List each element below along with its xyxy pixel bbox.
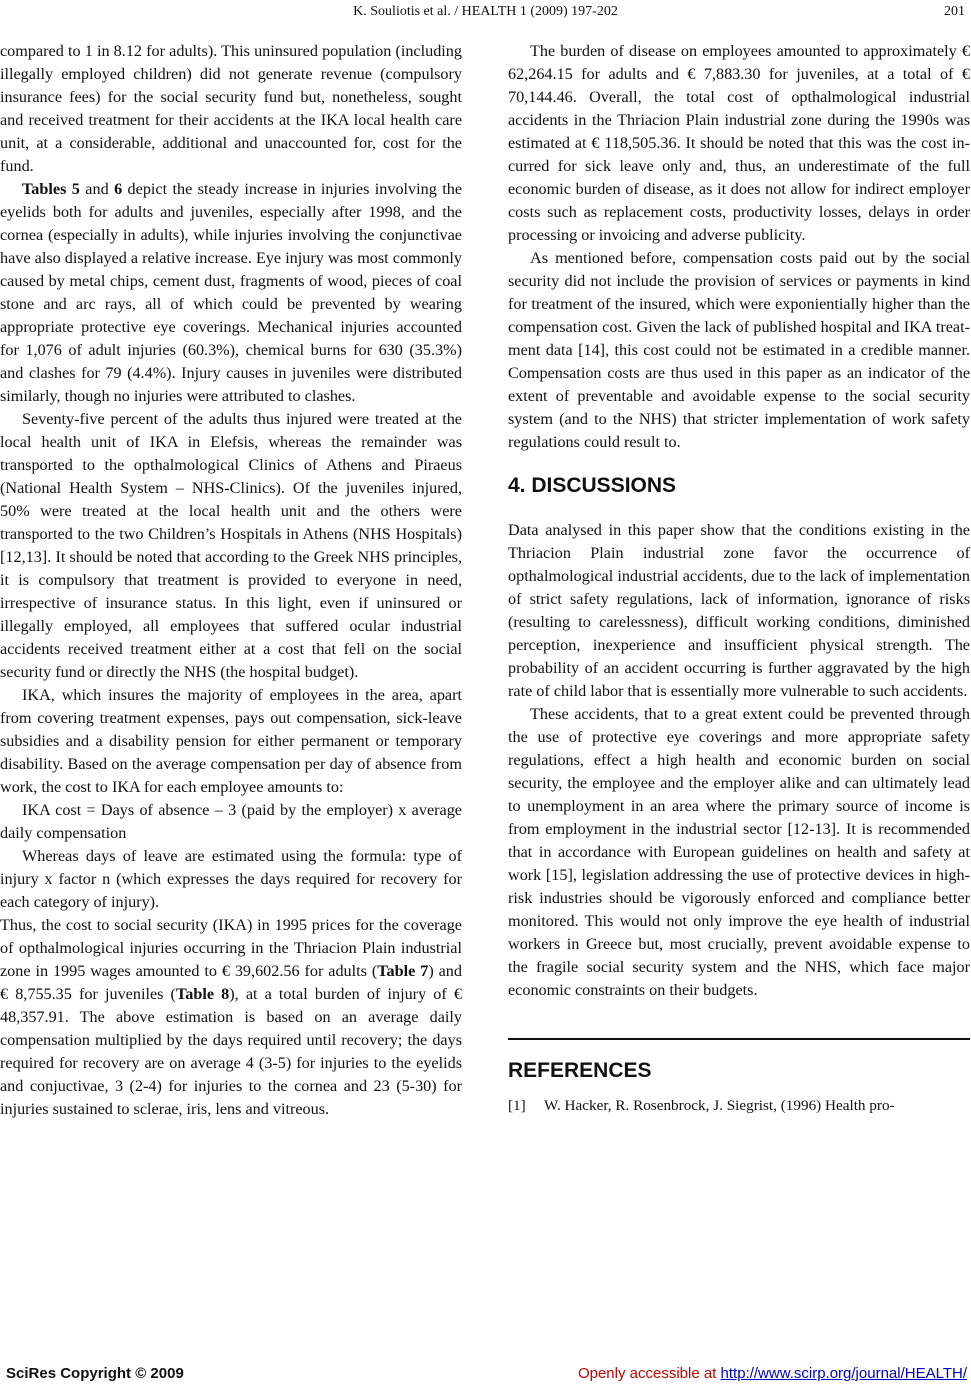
open-access-notice	[578, 1364, 967, 1384]
section-heading-references: REFERENCES	[508, 1059, 652, 1082]
paragraph-text: ) and € 8,755.35 for juveniles (	[0, 962, 462, 1003]
paragraph: These accidents, that to a great extent could be prevented through the use of protective eye coverings and more appropriate safety regulations, effect a high health and economic burden on social security, the employee and the employer alike and can ultimately lead to unemployment in an area where the primary source of income is from employment in the industrial sector [12-13]. It is recommended that in accordance with European guidelines on health and safety at work [15], legislation addressing the use of protective devices in high-risk industries should be vigorously enforced and compliance better monitored. This would not only improve the eye health of industrial workers in Greece but, most crucially, prevent avoidable expense to the fragile social security system and the NHS, which face major economic constraints on their budgets.	[508, 705, 970, 999]
journal-link[interactable]: http://www.scirp.org/journal/HEALTH/	[720, 1365, 967, 1382]
paragraph	[0, 178, 462, 408]
paragraph: Whereas days of leave are estimated using the formula: type of injury x factor n (which expresses the days required for recovery for each category of injury).	[0, 847, 462, 911]
reference-item	[508, 1096, 970, 1116]
left-column	[0, 40, 462, 1121]
running-head-title: K. Souliotis et al. / HEALTH 1 (2009) 197-202	[353, 4, 618, 19]
paragraph	[0, 914, 462, 1121]
section-heading-discussions: 4. DISCUSSIONS	[508, 474, 677, 497]
paragraph-text: depict the steady increase in injuries involving the eyelids both for adults and juveniles, especially after 1998, and the cornea (especially in adults), while injuries involving the conjunctivae have also displayed a relative increase. Eye injury was most commonly caused by metal chips, cement dust, fragments of wood, pieces of coal stone and arc rays, all of which could be prevented by wearing appropriate protective eye coverings. Mechanical injuries accounted for 1,076 of adult injuries (60.3%), chemical burns for 630 (35.3%) and clashes for 79 (4.4%). Injury causes in juveniles were distributed similarly, though no injuries were attributed to clashes.	[0, 180, 463, 405]
paragraph: Seventy-five percent of the adults thus injured were treated at the local health unit of IKA in Elefsis, whereas the remainder was transported to the opthalmological Clinics of Athens and Piraeus (National Health System – NHS-Clinics). Of the juveniles injured, 50% were treated at the local health unit and the others were transported to the two Children’s Hospitals in Athens (NHS Hospitals) [12,13]. It should be noted that according to the Greek NHS principles, it is compulsory that treatment is provided to everyone in need, irrespective of insurance status. In this light, even if uninsured or illegally employed, all employees that suffered ocular industrial accidents received treatment either at a cost that fell on the social security fund or directly the NHS (the hospital budget).	[0, 410, 462, 681]
open-access-label: Openly accessible at	[577, 1365, 721, 1382]
reference-text: W. Hacker, R. Rosenbrock, J. Siegrist, (1996) Health pro-	[544, 1097, 895, 1114]
formula-paragraph: IKA cost = Days of absence – 3 (paid by the employer) x average daily compensation	[0, 801, 462, 842]
paragraph-text: ), at a total burden of injury of € 48,357.91. The above estimation is based on an average daily compensation multiplied by the days required until recovery; the days required for recovery are on average 4 (3-5) for injuries to the eyelids and conjuctivae, 3 (2-4) for injuries to the cornea and 23 (5-30) for injuries sustained to sclerae, iris, lens and vitreous.	[0, 985, 462, 1118]
paragraph: IKA, which insures the majority of employees in the area, apart from covering treatment expenses, pays out compensation, sick-leave subsidies and a disability pension for either permanent or temporary disability. Based on the average compensation per day of absence from work, the cost to IKA for each employee amounts to:	[0, 686, 462, 796]
page-footer	[0, 1364, 971, 1384]
table-ref[interactable]: 6	[114, 180, 123, 198]
section-divider	[508, 1038, 970, 1040]
paragraph: compared to 1 in 8.12 for adults). This uninsured population (including illegally employed children) did not generate revenue (compulsory insurance fees) for the social security fund but, nonetheless, sought and received treatment for their accidents at the IKA local health care unit, at a considerable, additional and unaccounted for, cost for the fund.	[0, 42, 462, 175]
paragraph: Data analysed in this paper show that the conditions existing in the Thriacion Plain industrial zone favor the occurrence of opthalmological industrial accidents, due to the lack of implementation of strict safety regulations, lack of information, ignorance of risks (resulting to carelessness), difficult working conditions, diminished perception, inexperience and insufficient physical strength. The probability of an accident occurring is further aggravated by the high rate of child labor that is essentially more vulnerable to such accidents.	[508, 521, 970, 700]
reference-number: [1]	[508, 1097, 526, 1114]
copyright-notice: SciRes Copyright © 2009	[6, 1365, 184, 1382]
page-number: 201	[944, 4, 965, 19]
paragraph: The burden of disease on employees amounted to approximately € 62,264.15 for adults and € 7,883.30 for juveniles, at a total of € 70,144.46. Overall, the total cost of opthalmological industrial accidents in the Thriacion Plain industrial zone during the 1990s was estimated at € 118,505.36. It should be noted that this was the cost incurred for sick leave only and, thus, an underestimate of the full economic burden of disease, as it does not allow for indirect employer costs such as replacement costs, productivity losses, delays in order processing or invoicing and adverse publicity.	[508, 42, 970, 244]
table-ref[interactable]: Tables 5	[22, 180, 80, 198]
table-ref[interactable]: Table 8	[175, 985, 230, 1003]
running-head	[0, 2, 971, 22]
right-column	[508, 40, 970, 1116]
paragraph: As mentioned before, compensation costs paid out by the social security did not include the provision of services or payments in kind for treatment of the insured, which were exponientially higher than the compensation cost. Given the lack of published hospital and IKA treatment data [14], this cost could not be estimated in a credible manner. Compensation costs are thus used in this paper as an indicator of the extent of preventable and avoidable expense to the social security system (and to the NHS) that stricter implementation of work safety regulations could result to.	[508, 249, 970, 451]
paragraph-text: and	[79, 180, 115, 198]
paragraph-text: Thus, the cost to social security (IKA) in 1995 prices for the coverage of opthalmological injuries occurring in the Thriacion Plain industrial zone in 1995 wages amounted to € 39,602.56 for adults (	[0, 916, 462, 980]
table-ref[interactable]: Table 7	[377, 962, 429, 980]
